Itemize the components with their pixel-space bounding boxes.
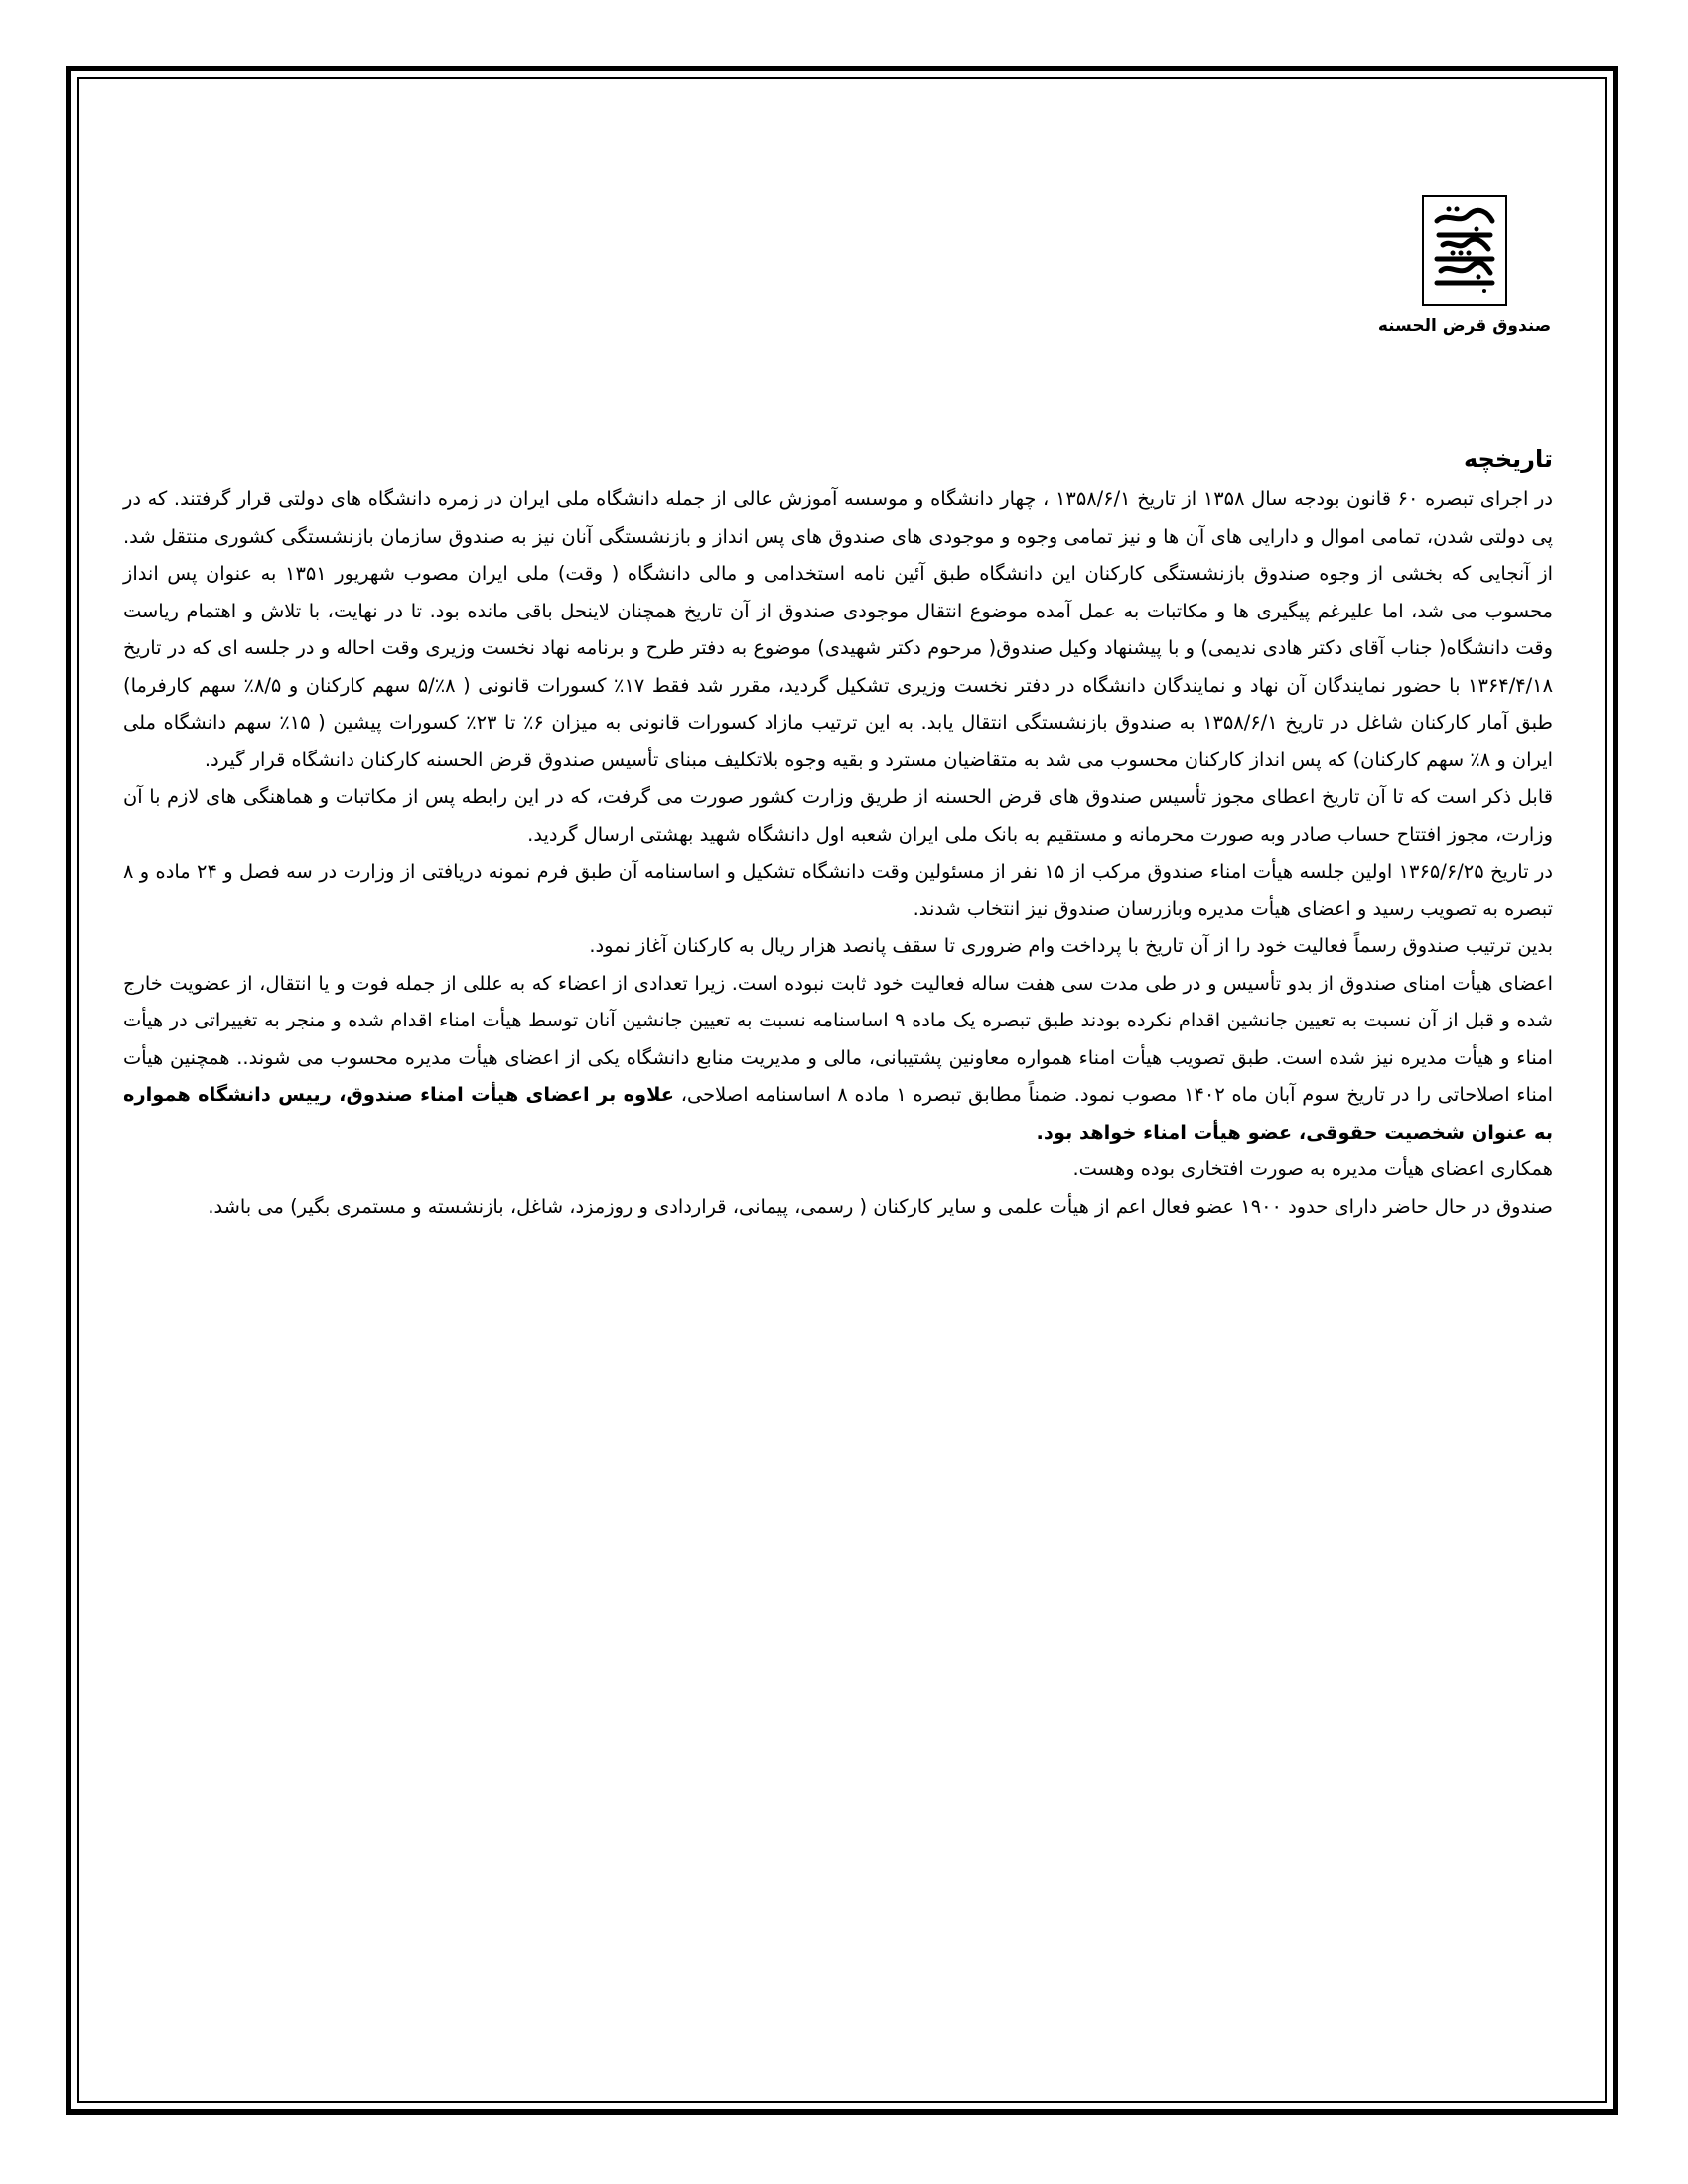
calligraphy-logo-icon — [1429, 202, 1500, 299]
main-content — [123, 439, 1553, 1225]
paragraph-text: اعضای هیأت امنای صندوق از بدو تأسیس و در طی مدت سی هفت ساله فعالیت خود ثابت نبوده است. زیرا تعدادی از اعضاء که به عللی از جمله فوت و یا انتقال، از عضویت خارج شده و قبل از آن نسبت به تعیین جانشین اقدام نکرده بودند طبق تبصره یک ماده ۹ اساسنامه نسبت به تعیین جانشین آنان توسط هیأت امناء اقدام شده و منجر به تغییراتی در هیأت امناء و هیأت مدیره نیز شده است. طبق تصویب هیأت امناء همواره معاونین پشتیبانی، مالی و مدیریت منابع دانشگاه یکی از اعضای هیأت مدیره محسوب می شوند.. همچنین هیأت امناء اصلاحاتی را در تاریخ سوم آبان ماه ۱۴۰۲ مصوب نمود. ضمناً مطابق تبصره ۱ ماده ۸ اساسنامه اصلاحی، — [123, 971, 1554, 1106]
org-name: صندوق قرض الحسنه — [1377, 316, 1552, 336]
paragraph: در تاریخ ۱۳۶۵/۶/۲۵ اولین جلسه هیأت امناء صندوق مرکب از ۱۵ نفر از مسئولین وقت دانشگاه تشکیل و اساسنامه آن طبق فرم نمونه دریافتی از وزارت در سه فصل و ۲۴ ماده و ۸ تبصره به تصویب رسید و اعضای هیأت مدیره وبازرسان صندوق نیز انتخاب شدند. — [123, 860, 1553, 920]
header-logo-block — [1377, 195, 1552, 336]
university-logo — [1422, 195, 1507, 306]
paragraph-with-bold — [123, 965, 1553, 1152]
paragraph: صندوق در حال حاضر دارای حدود ۱۹۰۰ عضو فعال اعم از هیأت علمی و سایر کارکنان ( رسمی، پیمانی، قراردادی و روزمزد، شاغل، بازنشسته و مستمری بگیر) می باشد. — [208, 1194, 1553, 1218]
section-title: تاریخچه — [1464, 445, 1553, 473]
paragraph: همکاری اعضای هیأت مدیره به صورت افتخاری بوده وهست. — [1072, 1158, 1553, 1180]
paragraph: قابل ذکر است که تا آن تاریخ اعطای مجوز تأسیس صندوق های قرض الحسنه از طریق وزارت کشور صورت می گرفت، که در این رابطه پس از مکاتبات و هماهنگی های لازم با آن وزارت، مجوز افتتاح حساب صادر وبه صورت محرمانه و مستقیم به بانک ملی ایران شعبه اول دانشگاه شهید بهشتی ارسال گردید. — [123, 785, 1553, 846]
paragraph-bold-text: علاوه بر اعضای هیأت امناء صندوق، رییس دانشگاه همواره به عنوان شخصیت حقوقی، عضو هیأت امناء خواهد بود. — [123, 1083, 1553, 1144]
paragraph: بدین ترتیب صندوق رسماً فعالیت خود را از آن تاریخ با پرداخت وام ضروری تا سقف پانصد هزار ریال به کارکنان آغاز نمود. — [589, 934, 1553, 957]
paragraph: در اجرای تبصره ۶۰ قانون بودجه سال ۱۳۵۸ از تاریخ ۱۳۵۸/۶/۱ ، چهار دانشگاه و موسسه آموزش عالی از جمله دانشگاه ملی ایران در زمره دانشگاه های دولتی قرار گرفتند. که در پی دولتی شدن، تمامی اموال و دارایی های آن ها و نیز تمامی وجوه و موجودی های صندوق های پس انداز و بازنشستگی آنان نیز به صندوق سازمان بازنشستگی کشوری منتقل شد. از آنجایی که بخشی از وجوه صندوق بازنشستگی کارکنان این دانشگاه طبق آئین نامه استخدامی و مالی دانشگاه ( وقت) ملی ایران مصوب شهریور ۱۳۵۱ به عنوان پس انداز محسوب می شد، اما علیرغم پیگیری ها و مکاتبات به عمل آمده موضوع انتقال موجودی صندوق از آن تاریخ همچنان لاینحل باقی مانده بود. تا در نهایت، با تلاش و اهتمام ریاست وقت دانشگاه( جناب آقای دکتر هادی ندیمی) و با پیشنهاد وکیل صندوق( مرحوم دکتر شهیدی) موضوع به دفتر طرح و برنامه نهاد نخست وزیری وقت احاله و در جلسه ای که در تاریخ ۱۳۶۴/۴/۱۸ با حضور نمایندگان آن نهاد و نمایندگان دانشگاه در دفتر نخست وزیری تشکیل گردید، مقرر شد فقط ۱۷٪ کسورات قانونی ( ۸٪/۵ سهم کارکنان و ۸/۵٪ سهم کارفرما) طبق آمار کارکنان شاغل در تاریخ ۱۳۵۸/۶/۱ به صندوق بازنشستگی انتقال یابد. به این ترتیب مازاد کسورات قانونی به میزان ۶٪ تا ۲۳٪ کسورات پیشین ( ۱۵٪ سهم دانشگاه ملی ایران و ۸٪ سهم کارکنان) که پس انداز کارکنان محسوب می شد به متقاضیان مسترد و بقیه وجوه بلاتکلیف مبنای تأسیس صندوق قرض الحسنه کارکنان دانشگاه قرار گیرد. — [123, 487, 1554, 771]
